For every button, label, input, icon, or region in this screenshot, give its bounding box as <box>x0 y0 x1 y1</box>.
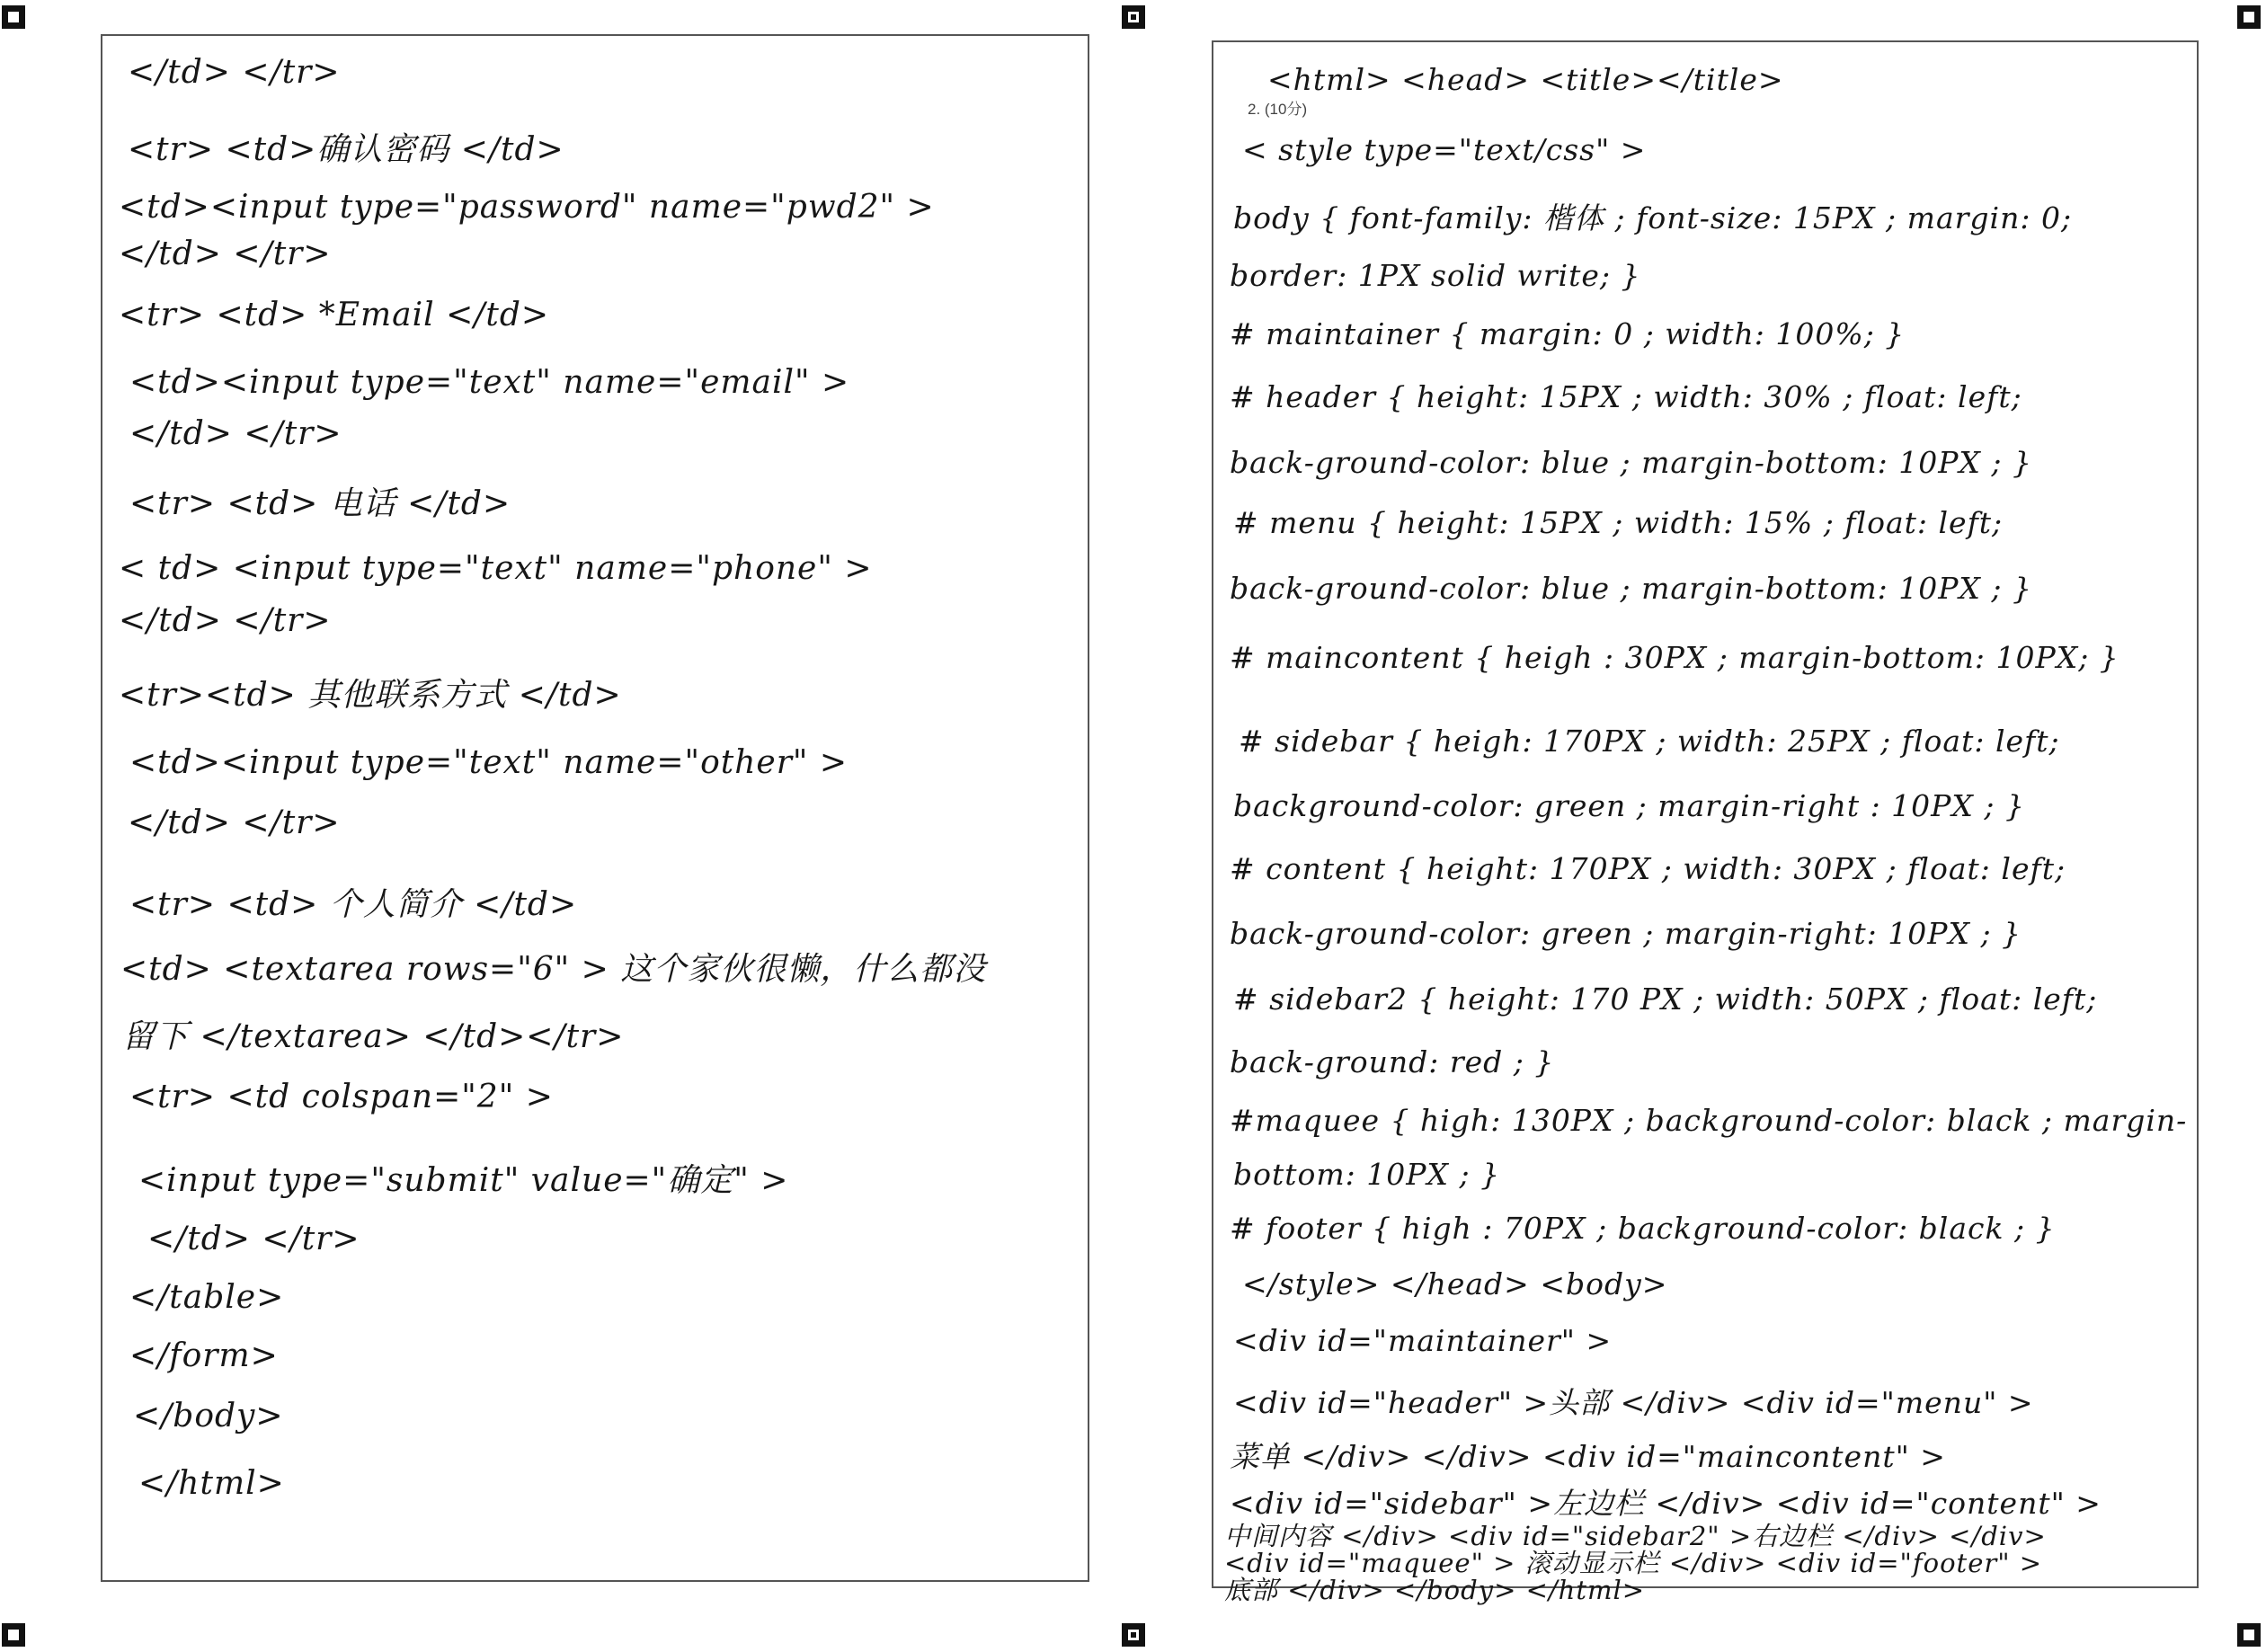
code-line: 菜单 </div> </div> <div id="maincontent" > <box>1230 1439 1946 1474</box>
code-line: <tr><td> 其他联系方式 </td> <box>119 677 622 714</box>
code-line: <td><input type="text" name="other" > <box>129 744 849 781</box>
code-line: </td> </tr> <box>119 602 332 639</box>
code-line: <td> <textarea rows="6" > 这个家伙很懒，什么都没 <box>120 951 987 988</box>
code-line: #maquee { high: 130PX ; background-color: black ; margin- <box>1230 1103 2188 1138</box>
code-line: <tr> <td> 个人简介 </td> <box>129 886 578 923</box>
code-line: 底部 </div> </body> </html> <box>1224 1575 1646 1605</box>
code-line: back-ground: red ; } <box>1230 1044 1555 1079</box>
code-line: # maintainer { margin: 0 ; width: 100%; } <box>1230 316 1906 351</box>
code-line: </td> </tr> <box>129 415 342 452</box>
code-line: # header { height: 15PX ; width: 30% ; float: left; <box>1230 379 2022 414</box>
code-line: <html> <head> <title></title> <box>1267 62 1784 97</box>
right-answer-sheet <box>1212 40 2199 1605</box>
code-line: < td> <input type="text" name="phone" > <box>119 550 873 587</box>
code-line: </td> </tr> <box>119 235 332 272</box>
code-line: <div id="header" >头部 </div> <div id="menu" > <box>1233 1385 2034 1420</box>
scan-marker-top-center <box>1122 5 1145 29</box>
code-line: <div id="maquee" > 滚动显示栏 </div> <div id="footer" > <box>1224 1548 2043 1578</box>
code-line: back-ground-color: blue ; margin-bottom: 10PX ; } <box>1230 571 2032 606</box>
code-line: </form> <box>129 1337 279 1374</box>
scan-marker-bottom-right <box>2237 1623 2261 1647</box>
code-line: </td> </tr> <box>128 54 341 91</box>
code-line: # footer { high : 70PX ; background-color: black ; } <box>1230 1211 2056 1246</box>
code-line: background-color: green ; margin-right : 10PX ; } <box>1233 788 2025 823</box>
code-line: <input type="submit" value="确定" > <box>138 1162 789 1199</box>
code-line: body { font-family: 楷体 ; font-size: 15PX ; margin: 0; <box>1233 200 2073 235</box>
right-code-lines <box>1213 42 2197 1605</box>
code-line: 留下 </textarea> </td></tr> <box>122 1018 625 1055</box>
left-answer-sheet <box>101 34 1089 1582</box>
code-line: <div id="maintainer" > <box>1233 1323 1613 1358</box>
code-line: back-ground-color: blue ; margin-bottom: 10PX ; } <box>1230 445 2032 480</box>
code-line: bottom: 10PX ; } <box>1233 1157 1501 1192</box>
code-line: back-ground-color: green ; margin-right: 10PX ; } <box>1230 916 2022 951</box>
code-line: <tr> <td>确认密码 </td> <box>128 131 564 168</box>
code-line: # content { height: 170PX ; width: 30PX ; float: left; <box>1230 851 2066 886</box>
code-line: <tr> <td> *Email </td> <box>119 297 550 333</box>
code-line: 中间内容 </div> <div id="sidebar2" >右边栏 </div> </div> <box>1224 1521 2047 1551</box>
scan-marker-top-left <box>2 5 25 29</box>
code-line: <td><input type="text" name="email" > <box>129 364 850 401</box>
code-line: # sidebar2 { height: 170 PX ; width: 50PX ; float: left; <box>1233 981 2098 1017</box>
scan-marker-bottom-center <box>1122 1623 1145 1647</box>
question-score-label: 2. (10分) <box>1248 101 1308 118</box>
code-line: # menu { height: 15PX ; width: 15% ; float: left; <box>1233 505 2004 540</box>
code-line: # sidebar { heigh: 170PX ; width: 25PX ; float: left; <box>1239 724 2060 759</box>
code-line: <tr> <td colspan="2" > <box>129 1079 554 1115</box>
left-code-lines <box>102 36 1088 1580</box>
code-line: </body> <box>133 1398 284 1434</box>
code-line: <tr> <td> 电话 </td> <box>129 485 511 522</box>
scan-marker-top-right <box>2237 5 2261 29</box>
code-line: </style> </head> <body> <box>1242 1266 1668 1301</box>
code-line: </table> <box>129 1279 285 1316</box>
code-line: < style type="text/css" > <box>1242 132 1647 167</box>
code-line: <td><input type="password" name="pwd2" > <box>119 189 935 226</box>
code-line: # maincontent { heigh : 30PX ; margin-bottom: 10PX; } <box>1230 640 2119 675</box>
code-line: <div id="sidebar" >左边栏 </div> <div id="content" > <box>1230 1486 2102 1521</box>
scan-marker-bottom-left <box>2 1623 25 1647</box>
code-line: </html> <box>138 1465 285 1502</box>
code-line: </td> </tr> <box>128 804 341 841</box>
code-line: border: 1PX solid write; } <box>1230 258 1641 293</box>
code-line: </td> </tr> <box>147 1221 360 1257</box>
